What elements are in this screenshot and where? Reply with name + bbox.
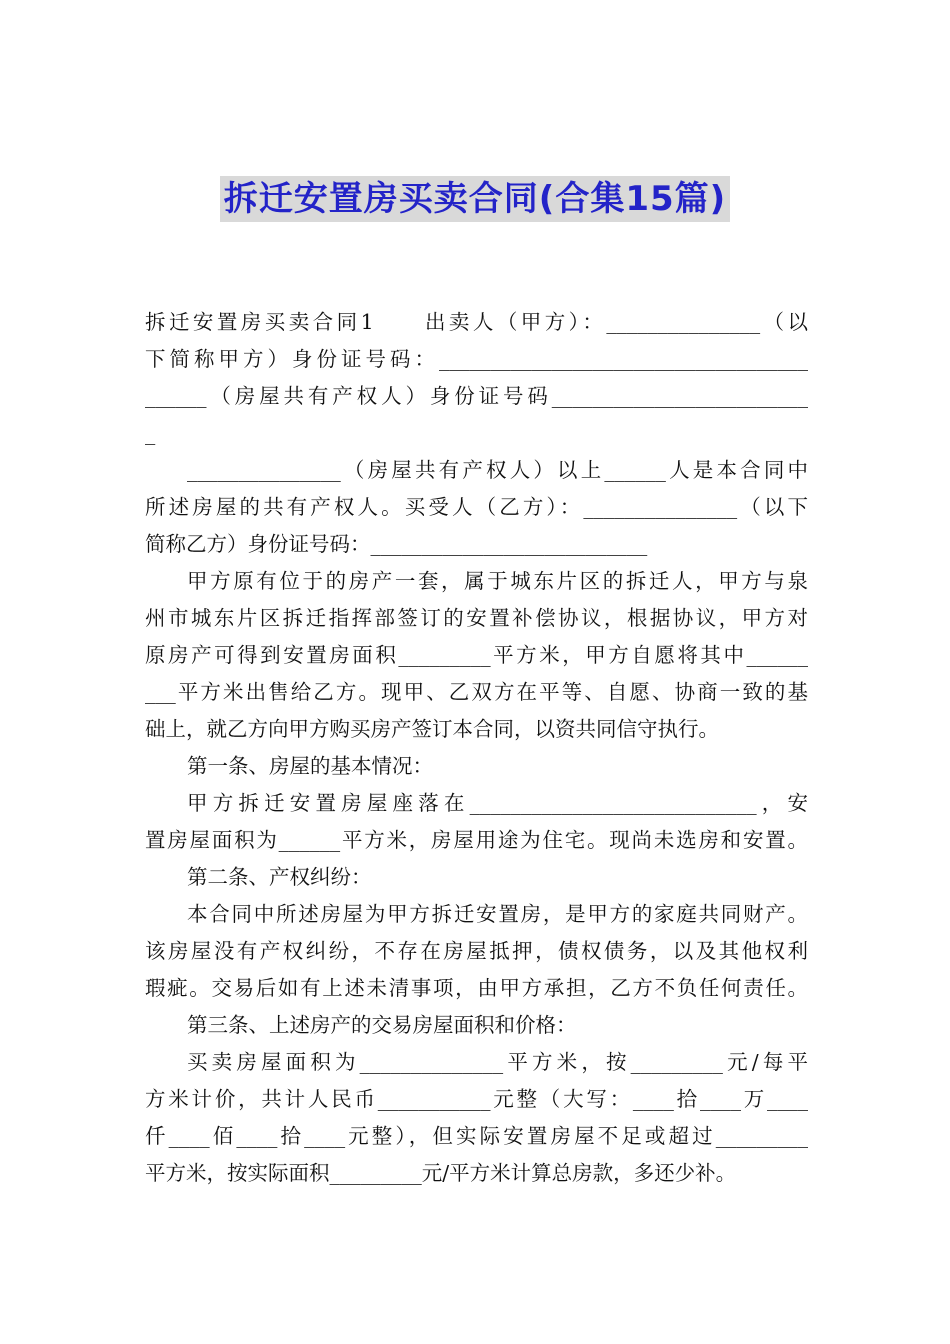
body-text-line: 第一条、房屋的基本情况： (187, 754, 433, 778)
body-text-line: 第二条、产权纠纷： (187, 865, 372, 889)
body-text-line: 仟____佰____拾____元整），但实际安置房屋不足或超过_________ (145, 1124, 808, 1148)
body-text-line: 瑕疵。交易后如有上述未清事项，由甲方承担，乙方不负任何责任。 (145, 976, 808, 1000)
body-text-line: 第三条、上述房产的交易房屋面积和价格： (187, 1013, 577, 1037)
title-container (0, 176, 950, 222)
body-text-line: 方米计价，共计人民币___________元整（大写：____拾____万____ (145, 1087, 808, 1111)
body-text-line: 所述房屋的共有产权人。买受人（乙方）：_______________（以下 (145, 495, 808, 519)
body-text-line: 下简称甲方）身份证号码：____________________________________ (145, 347, 808, 371)
body-text-line: ___平方米出售给乙方。现甲、乙双方在平等、自愿、协商一致的基 (145, 680, 808, 704)
body-text-line: 甲方原有位于的房产一套，属于城东片区的拆迁人，甲方与泉 (187, 569, 808, 593)
body-text-line: 原房产可得到安置房面积_________平方米，甲方自愿将其中______ (145, 643, 808, 667)
body-text-line: 该房屋没有产权纠纷，不存在房屋抵押，债权债务，以及其他权利 (145, 939, 808, 963)
body-text-line: 置房屋面积为______平方米，房屋用途为住宅。现尚未选房和安置。 (145, 828, 808, 852)
body-text-line: 拆迁安置房买卖合同1 出卖人（甲方）：_______________（以 (145, 310, 808, 334)
body-text-line: 甲方拆迁安置房屋座落在____________________________，安 (187, 791, 808, 815)
body-text-line: _ (145, 421, 156, 445)
body-text-line: 平方米，按实际面积_________元/平方米计算总房款，多还少补。 (145, 1161, 737, 1185)
body-text-line: 简称乙方）身份证号码：___________________________ (145, 532, 648, 556)
document-body (145, 304, 808, 1192)
body-text-line: ______（房屋共有产权人）身份证号码_________________________ (145, 384, 808, 408)
body-text-line: _______________（房屋共有产权人）以上______人是本合同中 (187, 458, 808, 482)
body-text-line: 础上，就乙方向甲方购买房产签订本合同，以资共同信守执行。 (145, 717, 719, 741)
document-title: 拆迁安置房买卖合同(合集15篇) (220, 176, 730, 222)
body-text-line: 本合同中所述房屋为甲方拆迁安置房，是甲方的家庭共同财产。 (187, 902, 808, 926)
body-text-line: 州市城东片区拆迁指挥部签订的安置补偿协议，根据协议，甲方对 (145, 606, 808, 630)
body-text-line: 买卖房屋面积为______________平方米，按_________元/每平 (187, 1050, 808, 1074)
